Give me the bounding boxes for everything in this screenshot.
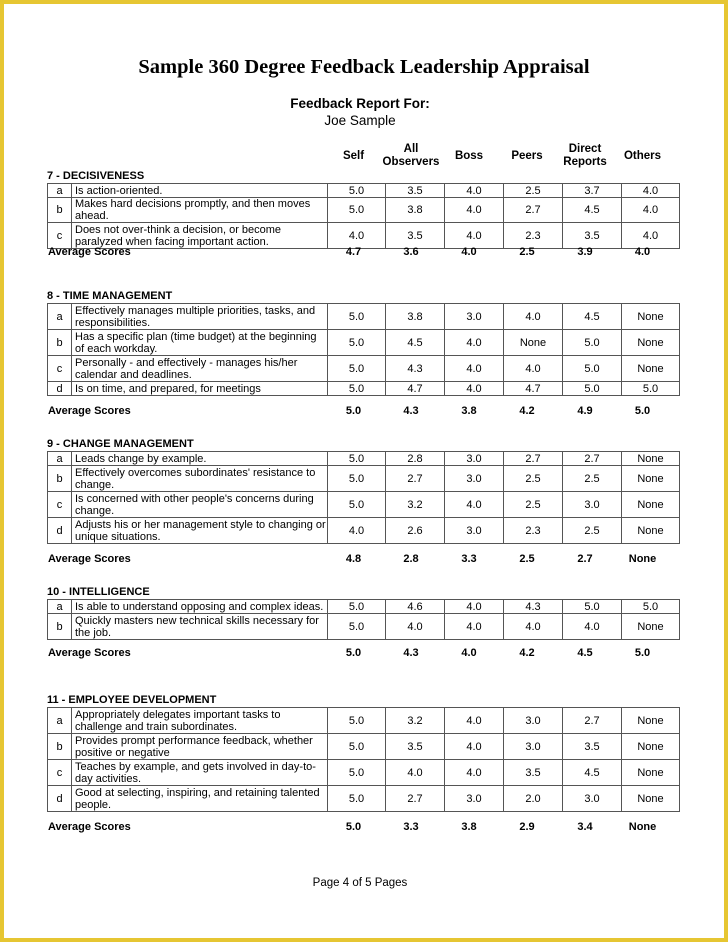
score-cell: None — [622, 452, 680, 466]
item-description: Appropriately delegates important tasks to challenge and train subordinates. — [72, 708, 328, 734]
score-cell: 5.0 — [328, 614, 386, 640]
column-header: Self — [342, 149, 365, 162]
average-scores-row — [47, 246, 671, 260]
average-score: 4.0 — [461, 647, 477, 659]
table-row — [48, 492, 680, 518]
average-scores-label: Average Scores — [48, 553, 131, 565]
score-cell: 2.7 — [504, 452, 563, 466]
average-score: 4.0 — [634, 246, 651, 258]
table-row — [48, 304, 680, 330]
score-cell: 3.7 — [563, 184, 622, 198]
average-score: 4.2 — [519, 647, 535, 659]
score-cell: 5.0 — [328, 600, 386, 614]
score-cell: None — [622, 786, 680, 812]
table-row — [48, 382, 680, 396]
document-page — [4, 4, 724, 938]
score-cell: 5.0 — [328, 492, 386, 518]
average-score: 4.5 — [577, 647, 593, 659]
average-score: None — [628, 821, 657, 833]
score-cell: 4.0 — [445, 223, 504, 249]
score-cell: 4.0 — [563, 614, 622, 640]
item-letter: a — [48, 184, 72, 198]
score-cell: 4.0 — [504, 304, 563, 330]
score-cell: 3.8 — [386, 304, 445, 330]
item-description: Adjusts his or her management style to changing or unique situations. — [72, 518, 328, 544]
average-score: 3.6 — [403, 246, 419, 258]
average-score: 3.3 — [461, 553, 477, 565]
scores-table — [47, 599, 680, 640]
score-cell: None — [622, 734, 680, 760]
item-letter: a — [48, 600, 72, 614]
score-cell: None — [622, 466, 680, 492]
average-scores-label: Average Scores — [48, 405, 131, 417]
score-cell: 2.0 — [504, 786, 563, 812]
score-cell: 4.0 — [445, 614, 504, 640]
score-cell: None — [622, 614, 680, 640]
score-cell: 5.0 — [328, 786, 386, 812]
average-scores-row — [47, 553, 671, 567]
item-description: Personally - and effectively - manages his/her calendar and deadlines. — [72, 356, 328, 382]
score-cell: 3.5 — [563, 734, 622, 760]
score-cell: 4.5 — [563, 198, 622, 223]
score-cell: 3.0 — [563, 492, 622, 518]
item-description: Has a specific plan (time budget) at the beginning of each workday. — [72, 330, 328, 356]
score-cell: 5.0 — [328, 466, 386, 492]
item-description: Effectively manages multiple priorities, tasks, and responsibilities. — [72, 304, 328, 330]
score-cell: 3.0 — [445, 466, 504, 492]
score-cell: 4.0 — [445, 734, 504, 760]
score-cell: None — [622, 330, 680, 356]
score-cell: 4.0 — [622, 198, 680, 223]
item-letter: b — [48, 198, 72, 223]
score-cell: 2.3 — [504, 223, 563, 249]
table-row — [48, 466, 680, 492]
item-description: Does not over-think a decision, or become paralyzed when facing important action. — [72, 223, 328, 249]
section-title: 11 - EMPLOYEE DEVELOPMENT — [47, 694, 217, 706]
table-row — [48, 198, 680, 223]
average-score: 5.0 — [345, 821, 362, 833]
score-cell: 2.7 — [504, 198, 563, 223]
score-cell: 2.6 — [386, 518, 445, 544]
score-cell: 4.0 — [445, 600, 504, 614]
table-row — [48, 518, 680, 544]
item-description: Is action-oriented. — [72, 184, 328, 198]
score-cell: 2.5 — [504, 184, 563, 198]
average-score: 3.4 — [577, 821, 593, 833]
table-row — [48, 786, 680, 812]
column-headers — [4, 140, 724, 172]
score-cell: None — [622, 708, 680, 734]
average-score: 4.8 — [345, 553, 362, 565]
average-scores-label: Average Scores — [48, 821, 131, 833]
score-cell: None — [622, 760, 680, 786]
table-row — [48, 600, 680, 614]
score-cell: 4.0 — [445, 760, 504, 786]
average-scores-row — [47, 821, 671, 835]
score-cell: 3.0 — [563, 786, 622, 812]
score-cell: 4.3 — [386, 356, 445, 382]
section-title: 9 - CHANGE MANAGEMENT — [47, 438, 194, 450]
column-header: Peers — [511, 149, 543, 162]
score-cell: 4.0 — [504, 356, 563, 382]
table-row — [48, 734, 680, 760]
item-letter: a — [48, 452, 72, 466]
table-row — [48, 708, 680, 734]
score-cell: 4.0 — [445, 708, 504, 734]
score-cell: 3.8 — [386, 198, 445, 223]
score-cell: 3.5 — [386, 184, 445, 198]
score-cell: 4.0 — [445, 382, 504, 396]
section-title: 10 - INTELLIGENCE — [47, 586, 150, 598]
score-cell: None — [622, 518, 680, 544]
table-row — [48, 330, 680, 356]
score-cell: 5.0 — [563, 600, 622, 614]
score-cell: 3.0 — [445, 452, 504, 466]
average-score: 2.5 — [519, 553, 535, 565]
score-cell: 4.0 — [622, 184, 680, 198]
score-cell: 2.7 — [563, 452, 622, 466]
score-cell: 4.0 — [445, 198, 504, 223]
table-row — [48, 452, 680, 466]
score-cell: 3.5 — [386, 734, 445, 760]
score-cell: 3.0 — [445, 304, 504, 330]
scores-table — [47, 451, 680, 544]
average-score: 3.9 — [577, 246, 593, 258]
score-cell: 4.0 — [445, 184, 504, 198]
score-cell: 2.3 — [504, 518, 563, 544]
score-cell: 5.0 — [622, 600, 680, 614]
average-score: 2.8 — [403, 553, 419, 565]
item-description: Is concerned with other people's concerns during change. — [72, 492, 328, 518]
subject-name: Joe Sample — [324, 113, 396, 128]
score-cell: 4.0 — [386, 614, 445, 640]
score-cell: 5.0 — [328, 304, 386, 330]
score-cell: 5.0 — [328, 330, 386, 356]
score-cell: 5.0 — [563, 330, 622, 356]
score-cell: 4.0 — [622, 223, 680, 249]
score-cell: None — [622, 492, 680, 518]
score-cell: 5.0 — [328, 356, 386, 382]
item-letter: c — [48, 492, 72, 518]
average-score: 3.8 — [461, 821, 477, 833]
score-cell: 5.0 — [563, 356, 622, 382]
table-row — [48, 356, 680, 382]
item-letter: c — [48, 356, 72, 382]
average-score: 3.3 — [403, 821, 419, 833]
item-description: Makes hard decisions promptly, and then moves ahead. — [72, 198, 328, 223]
item-letter: d — [48, 382, 72, 396]
average-score: 2.9 — [519, 821, 535, 833]
column-header: Others — [623, 149, 662, 162]
score-cell: 4.0 — [328, 518, 386, 544]
score-cell: 5.0 — [328, 198, 386, 223]
score-cell: None — [504, 330, 563, 356]
document-title: Sample 360 Degree Feedback Leadership Appraisal — [138, 56, 590, 78]
score-cell: 5.0 — [328, 760, 386, 786]
item-letter: d — [48, 518, 72, 544]
score-cell: 4.7 — [386, 382, 445, 396]
score-cell: 5.0 — [328, 708, 386, 734]
average-scores-row — [47, 405, 671, 419]
item-description: Quickly masters new technical skills necessary for the job. — [72, 614, 328, 640]
score-cell: None — [622, 356, 680, 382]
score-cell: 4.0 — [445, 330, 504, 356]
score-cell: 3.2 — [386, 708, 445, 734]
item-description: Provides prompt performance feedback, whether positive or negative — [72, 734, 328, 760]
item-description: Leads change by example. — [72, 452, 328, 466]
score-cell: 5.0 — [328, 184, 386, 198]
average-score: 5.0 — [345, 405, 362, 417]
score-cell: 2.5 — [504, 466, 563, 492]
item-letter: b — [48, 466, 72, 492]
score-cell: 3.2 — [386, 492, 445, 518]
item-description: Good at selecting, inspiring, and retaining talented people. — [72, 786, 328, 812]
table-row — [48, 760, 680, 786]
score-cell: 4.0 — [504, 614, 563, 640]
item-letter: a — [48, 304, 72, 330]
table-row — [48, 614, 680, 640]
score-cell: 3.0 — [504, 708, 563, 734]
score-cell: 4.0 — [445, 492, 504, 518]
column-header: Boss — [454, 149, 484, 162]
score-cell: 5.0 — [328, 382, 386, 396]
item-description: Effectively overcomes subordinates' resistance to change. — [72, 466, 328, 492]
score-cell: 5.0 — [328, 452, 386, 466]
average-score: 4.3 — [403, 647, 419, 659]
average-score: 5.0 — [634, 405, 651, 417]
average-score: 4.7 — [345, 246, 362, 258]
average-score: 5.0 — [345, 647, 362, 659]
score-cell: 3.0 — [504, 734, 563, 760]
score-cell: 3.0 — [445, 518, 504, 544]
score-cell: 4.0 — [328, 223, 386, 249]
item-letter: b — [48, 330, 72, 356]
score-cell: 2.5 — [563, 518, 622, 544]
section-title: 8 - TIME MANAGEMENT — [47, 290, 173, 302]
score-cell: 4.6 — [386, 600, 445, 614]
average-score: 3.8 — [461, 405, 477, 417]
score-cell: 5.0 — [328, 734, 386, 760]
score-cell: 5.0 — [622, 382, 680, 396]
score-cell: 3.5 — [504, 760, 563, 786]
score-cell: 4.7 — [504, 382, 563, 396]
score-cell: 3.5 — [386, 223, 445, 249]
score-cell: 2.7 — [563, 708, 622, 734]
score-cell: 2.8 — [386, 452, 445, 466]
report-for-label: Feedback Report For: — [290, 96, 430, 111]
item-letter: c — [48, 760, 72, 786]
item-description: Is able to understand opposing and complex ideas. — [72, 600, 328, 614]
average-score: 5.0 — [634, 647, 651, 659]
average-score: 2.7 — [577, 553, 593, 565]
score-cell: 3.0 — [445, 786, 504, 812]
score-cell: 5.0 — [563, 382, 622, 396]
score-cell: 4.3 — [504, 600, 563, 614]
item-description: Is on time, and prepared, for meetings — [72, 382, 328, 396]
column-header: Direct Reports — [563, 143, 607, 168]
score-cell: None — [622, 304, 680, 330]
score-cell: 2.7 — [386, 466, 445, 492]
average-score: 4.2 — [519, 405, 535, 417]
item-letter: c — [48, 223, 72, 249]
score-cell: 4.0 — [386, 760, 445, 786]
score-cell: 3.5 — [563, 223, 622, 249]
scores-table — [47, 707, 680, 812]
score-cell: 2.5 — [563, 466, 622, 492]
score-cell: 4.5 — [563, 760, 622, 786]
average-score: 2.5 — [519, 246, 535, 258]
item-letter: b — [48, 614, 72, 640]
average-scores-row — [47, 647, 671, 661]
section-title: 7 - DECISIVENESS — [47, 170, 145, 182]
page-footer: Page 4 of 5 Pages — [312, 877, 408, 889]
table-row — [48, 184, 680, 198]
score-cell: 4.5 — [386, 330, 445, 356]
item-description: Teaches by example, and gets involved in day-to-day activities. — [72, 760, 328, 786]
score-cell: 2.5 — [504, 492, 563, 518]
score-cell: 4.0 — [445, 356, 504, 382]
scores-table — [47, 303, 680, 396]
score-cell: 4.5 — [563, 304, 622, 330]
average-score: 4.0 — [461, 246, 477, 258]
item-letter: a — [48, 708, 72, 734]
table-row — [48, 223, 680, 249]
item-letter: b — [48, 734, 72, 760]
average-score: 4.3 — [403, 405, 419, 417]
average-score: 4.9 — [577, 405, 593, 417]
average-score: None — [628, 553, 657, 565]
column-header: All Observers — [382, 143, 440, 168]
average-scores-label: Average Scores — [48, 647, 131, 659]
score-cell: 2.7 — [386, 786, 445, 812]
item-letter: d — [48, 786, 72, 812]
average-scores-label: Average Scores — [48, 246, 131, 258]
scores-table — [47, 183, 680, 249]
